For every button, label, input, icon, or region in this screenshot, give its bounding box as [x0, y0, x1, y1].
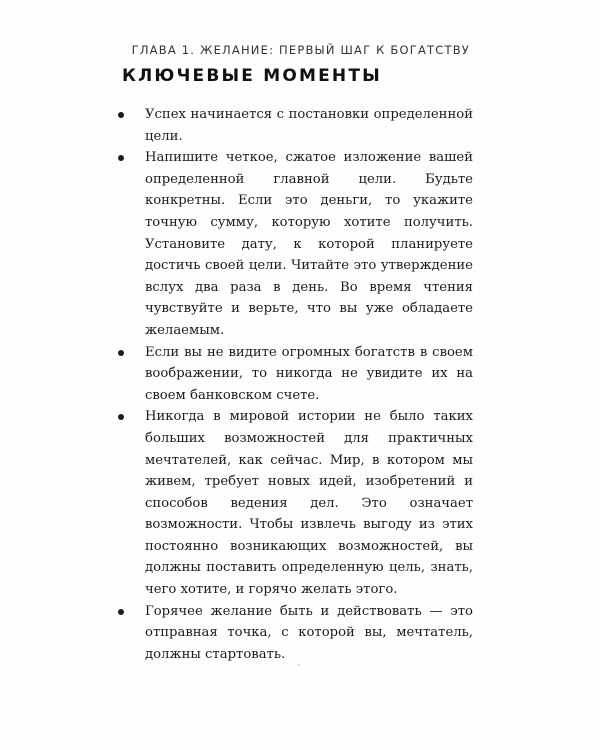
bullet-icon — [118, 609, 124, 615]
key-point-item — [118, 147, 473, 341]
key-point-text: Успех начинается с постановки определенной цели. — [145, 107, 473, 144]
key-point-text: Если вы не видите огромных богатств в своем воображении, то никогда не увидите их на своем банковском счете. — [145, 344, 473, 403]
page-mark — [297, 664, 300, 666]
key-point-text: Никогда в мировой истории не было таких больших возможностей для практичных мечтателей, как сейчас. Мир, в котором мы живем, требует новых идей, изобретений и способов ведения дел. Это означает возможности. Чтобы извлечь выгоду из этих постоянно возникающих возможностей, вы должны поставить определенную цель, знать, чего хотите, и горячо желать этого. — [145, 409, 473, 598]
key-points-list — [118, 104, 473, 665]
bullet-icon — [118, 155, 124, 161]
running-header: ГЛАВА 1. ЖЕЛАНИЕ: ПЕРВЫЙ ШАГ К БОГАТСТВУ — [131, 43, 470, 57]
key-point-text: Напишите четкое, сжатое изложение вашей определенной главной цели. Будьте конкретны. Если это деньги, то укажите точную сумму, которую хотите получить. Установите дату, к которой планируете достичь своей цели. Читайте это утверждение вслух два раза в день. Во время чтения чувствуйте и верьте, что вы уже обладаете желаемым. — [145, 150, 473, 338]
bullet-icon — [118, 112, 124, 118]
key-point-text: Горячее желание быть и действовать — это отправная точка, с которой вы, мечтатель, должны стартовать. — [145, 603, 473, 662]
key-point-item — [118, 342, 473, 407]
key-point-item — [118, 601, 473, 666]
bullet-icon — [118, 414, 124, 420]
key-point-item — [118, 406, 473, 600]
key-point-item — [118, 104, 473, 147]
section-title: КЛЮЧЕВЫЕ МОМЕНТЫ — [122, 66, 382, 86]
bullet-icon — [118, 350, 124, 356]
